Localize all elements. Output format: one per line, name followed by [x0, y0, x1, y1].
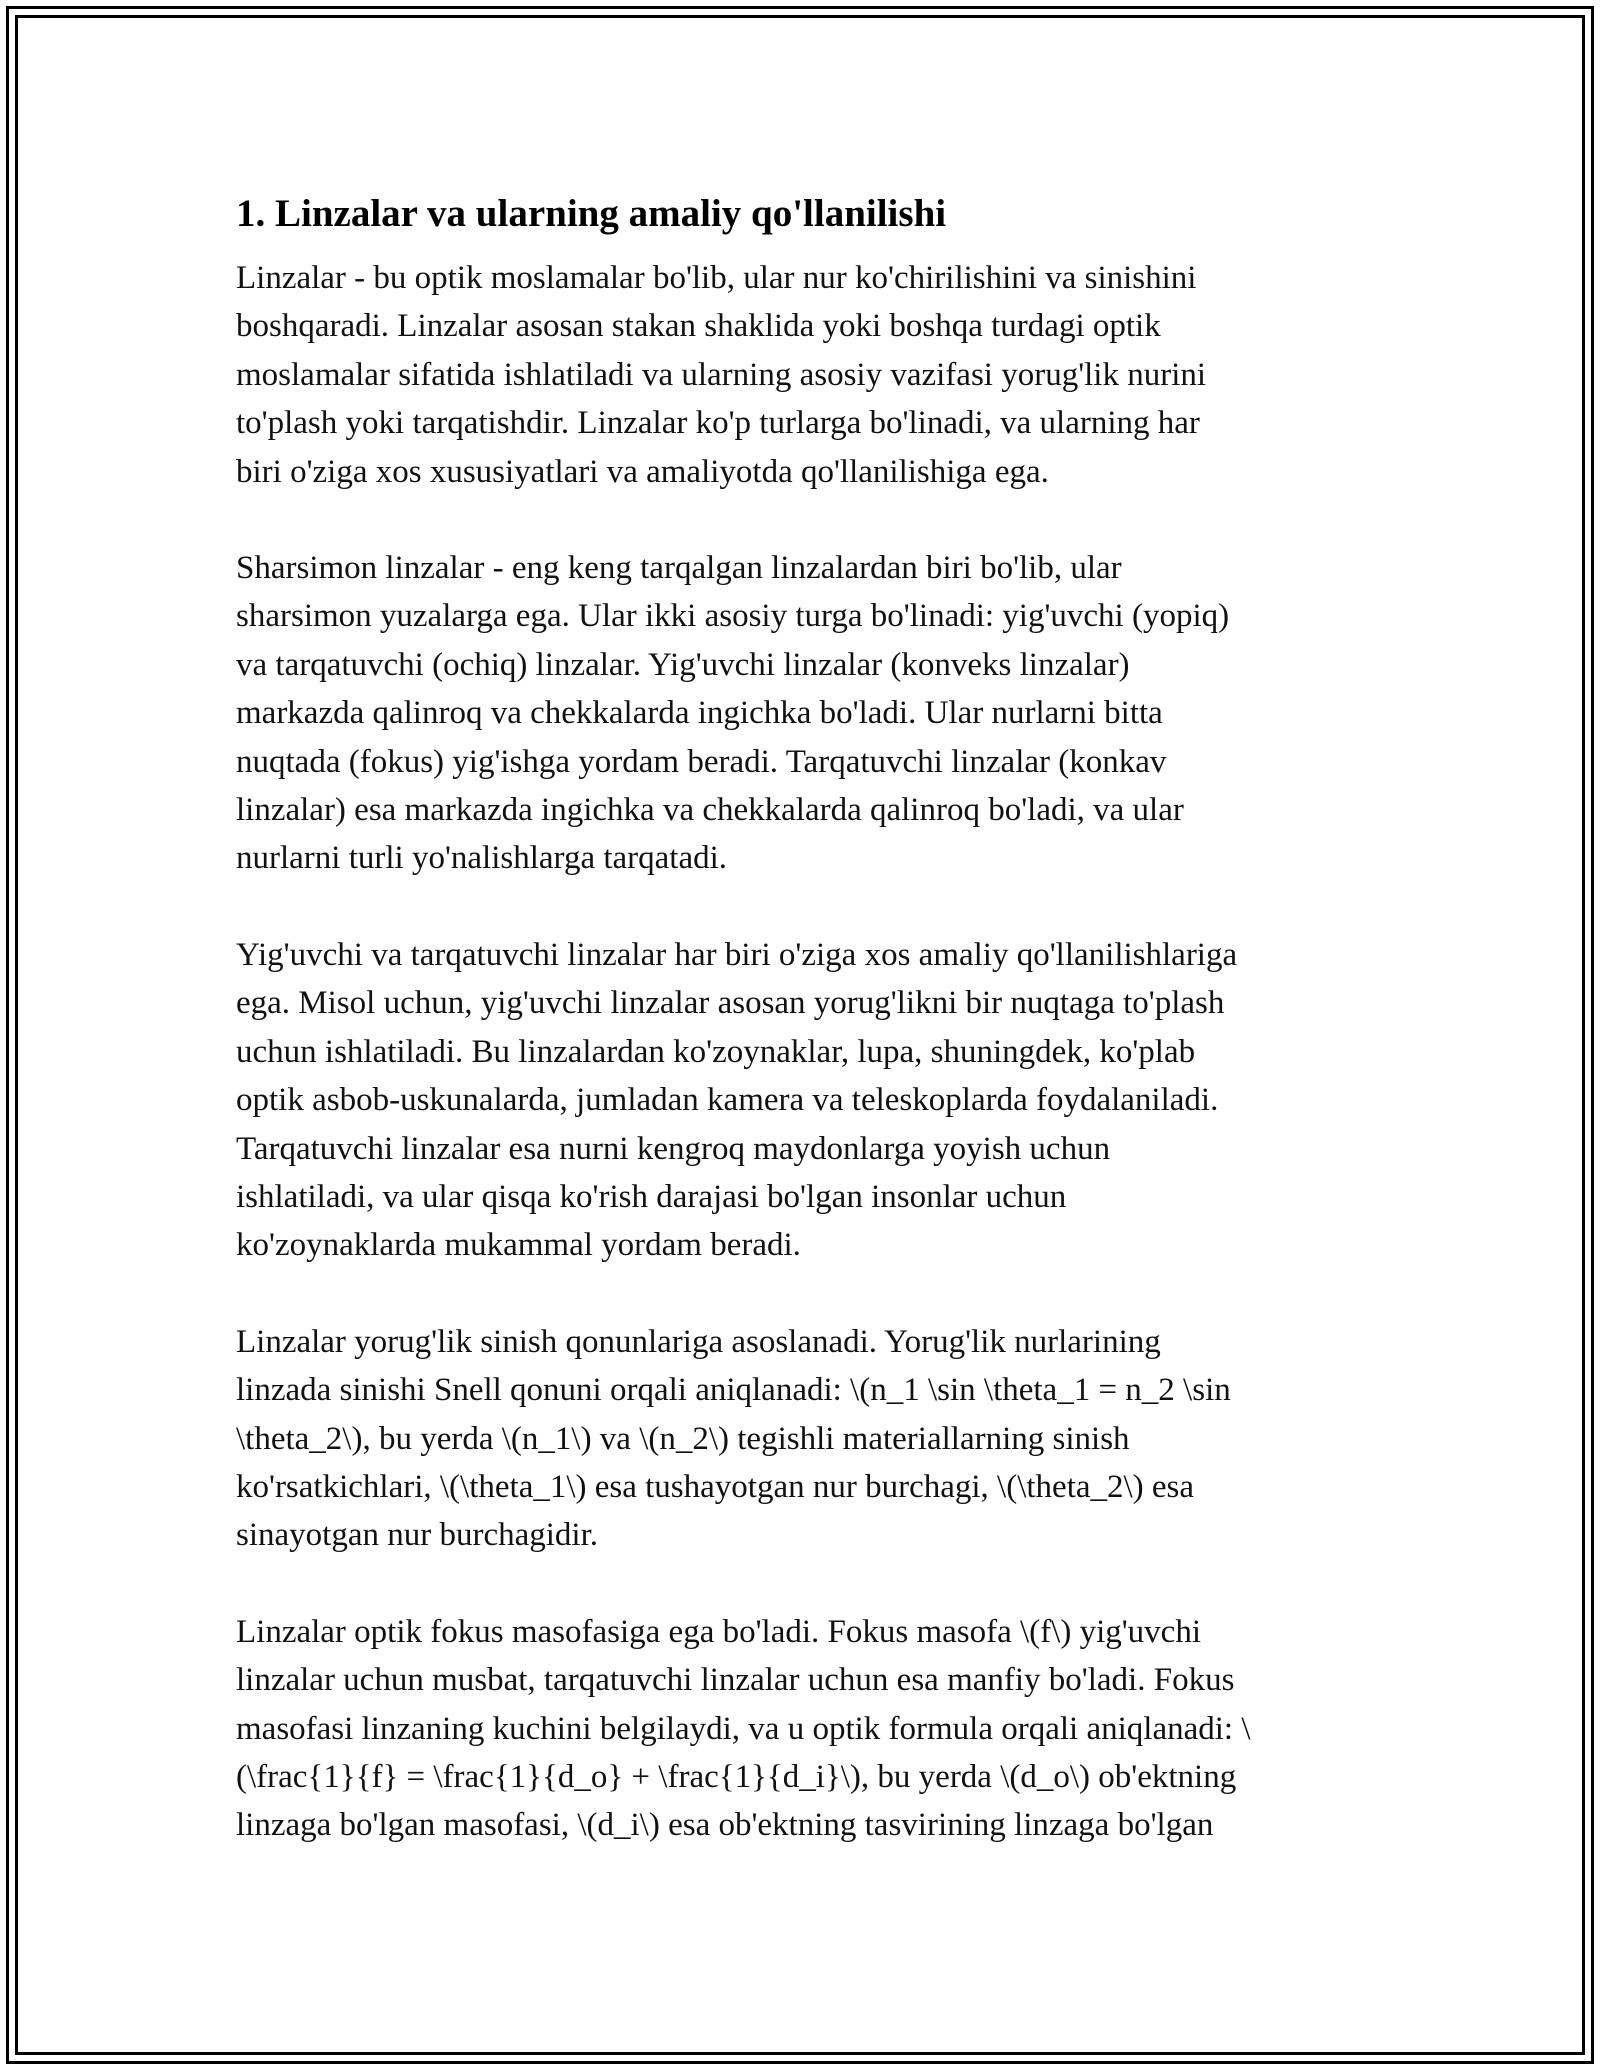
- paragraph-applications: Yig'uvchi va tarqatuvchi linzalar har biri o'ziga xos amaliy qo'llanilishlariga ega. Misol uchun, yig'uvchi linzalar asosan yorug'likni bir nuqtaga to'plash uchun ishlatiladi. Bu linzalardan ko'zoynaklar, lupa, shuningdek, ko'plab optik asbob-uskunalarda, jumladan kamera va teleskoplarda foydalaniladi. Tarqatuvchi linzalar esa nurni kengroq maydonlarga yoyish uchun ishlatiladi, va ular qisqa ko'rish darajasi bo'lgan insonlar uchun ko'zoynaklarda mukammal yordam beradi.: [236, 936, 1238, 1264]
- paragraph-focal-length: Linzalar optik fokus masofasiga ega bo'ladi. Fokus masofa \(f\) yig'uvchi linzalar uchun musbat, tarqatuvchi linzalar uchun esa manfiy bo'ladi. Fokus masofasi linzaning kuchini belgilaydi, va u optik formula orqali aniqlanadi: \ (\frac{1}{f} = \frac{1}{d_o} + \frac{1}{d_i}\), bu yerda \(d_o\) ob'ektning linzaga bo'lgan masofasi, \(d_i\) esa ob'ektning tasvirining linzaga bo'lgan: [236, 1613, 1251, 1844]
- paragraph-spherical-lenses: Sharsimon linzalar - eng keng tarqalgan linzalardan biri bo'lib, ular sharsimon yuzalarga ega. Ular ikki asosiy turga bo'linadi: yig'uvchi (yopiq) va tarqatuvchi (ochiq) linzalar. Yig'uvchi linzalar (konveks linzalar) markazda qalinroq va chekkalarda ingichka bo'ladi. Ular nurlarni bitta nuqtada (fokus) yig'ishga yordam beradi. Tarqatuvchi linzalar (konkav linzalar) esa markazda ingichka va chekkalarda qalinroq bo'ladi, va ular nurlarni turli yo'nalishlarga tarqatadi.: [236, 550, 1230, 877]
- section-heading: 1. Linzalar va ularning amaliy qo'llanilishi: [236, 192, 947, 235]
- document-body: [236, 186, 1370, 1898]
- paragraph-snell-law: Linzalar yorug'lik sinish qonunlariga asoslanadi. Yorug'lik nurlarining linzada sinishi Snell qonuni orqali aniqlanadi: \(n_1 \sin \theta_1 = n_2 \sin \theta_2\), bu yerda \(n_1\) va \(n_2\) tegishli materiallarning sinish ko'rsatkichlari, \(\theta_1\) esa tushayotgan nur burchagi, \(\theta_2\) esa sinayotgan nur burchagidir.: [236, 1323, 1231, 1554]
- paragraph-intro: Linzalar - bu optik moslamalar bo'lib, ular nur ko'chirilishini va sinishini boshqaradi. Linzalar asosan stakan shaklida yoki boshqa turdagi optik moslamalar sifatida ishlatiladi va ularning asosiy vazifasi yorug'lik nurini to'plash yoki tarqatishdir. Linzalar ko'p turlarga bo'linadi, va ularning har biri o'ziga xos xususiyatlari va amaliyotda qo'llanilishiga ega.: [236, 260, 1207, 490]
